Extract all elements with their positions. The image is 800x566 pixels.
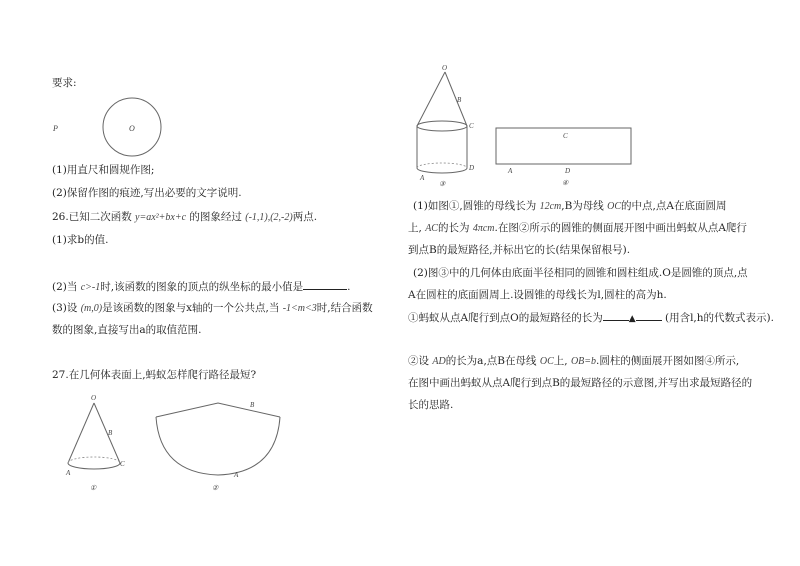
cone-cylinder-figure-3 [405,66,485,191]
q27-p2-line2: A在圆柱的底面圆周上.设圆锥的母线长为l,圆柱的高为h. [408,289,667,301]
q26-part1: (1)求b的值. [52,234,109,246]
q26-part3-line2: 数的图象,直接写出a的取值范围. [52,324,202,336]
svg-text:②: ② [212,484,219,492]
svg-text:B: B [457,96,462,104]
answer-blank[interactable] [303,280,347,290]
q27-p2-line1: (2)图③中的几何体由底面半径相同的圆锥和圆柱组成.O是圆锥的顶点,点 [413,267,748,279]
q27-title: 27.在几何体表面上,蚂蚁怎样爬行路径最短? [52,369,257,381]
q27-p2-line5: 在图中画出蚂蚁从点A爬行到点B的最短路径的示意图,并写出求最短路径的 [408,377,753,389]
svg-text:D: D [565,167,571,175]
q27-p2-line4: ②设 AD的长为a,点B在母线 OC上, OB=b.圆柱的侧面展开图如图④所示, [408,355,740,367]
svg-text:A: A [234,471,239,479]
q27-p1-line3: 到点B的最短路径,并标出它的长(结果保留根号). [408,244,631,256]
q27-p1-line1: (1)如图①,圆锥的母线长为 12cm,B为母线 OC的中点,点A在底面圆周 [413,200,727,212]
cone-figure-1 [60,395,140,495]
svg-text:④: ④ [562,179,569,187]
requirement-2: (2)保留作图的痕迹,写出必要的文字说明. [52,187,242,199]
svg-text:D: D [469,164,475,172]
point-p-label: P [53,124,58,133]
q27-p2-line6: 长的思路. [408,399,454,411]
svg-text:O: O [442,64,448,72]
q26-part2: (2)当 c>-1时,该函数的图象的顶点的纵坐标的最小值是 . [52,281,351,293]
requirement-heading: 要求: [52,77,77,89]
sector-figure-2 [150,395,300,495]
svg-text:③: ③ [439,180,446,188]
svg-text:①: ① [90,484,97,492]
svg-text:C: C [120,460,125,468]
point-o-label: O [129,124,135,133]
rectangle-figure-4 [490,125,640,190]
circle-figure [50,95,180,155]
svg-text:B: B [108,429,113,437]
q26-part3: (3)设 (m,0)是该函数的图象与x轴的一个公共点,当 -1<m<3时,结合函数 [52,302,373,314]
q27-p2-line3: ①蚂蚁从点A爬行到点O的最短路径的长为 ▲ (用含l,h的代数式表示). [408,312,774,324]
requirement-1: (1)用直尺和圆规作图; [52,164,155,176]
q27-p1-line2: 上, AC的长为 4πcm.在图②所示的圆锥的侧面展开图中画出蚂蚁从点A爬行 [408,222,747,234]
q26-stem: 26.已知二次函数 y=ax²+bx+c 的图象经过 (-1,1),(2,-2)两点. [52,211,318,223]
svg-text:B: B [250,401,255,409]
svg-text:C: C [469,122,474,130]
answer-blank[interactable] [603,311,629,321]
svg-text:C: C [563,132,568,140]
svg-text:A: A [508,167,513,175]
svg-text:O: O [91,394,97,402]
svg-text:A: A [66,469,71,477]
svg-text:A: A [420,174,425,182]
